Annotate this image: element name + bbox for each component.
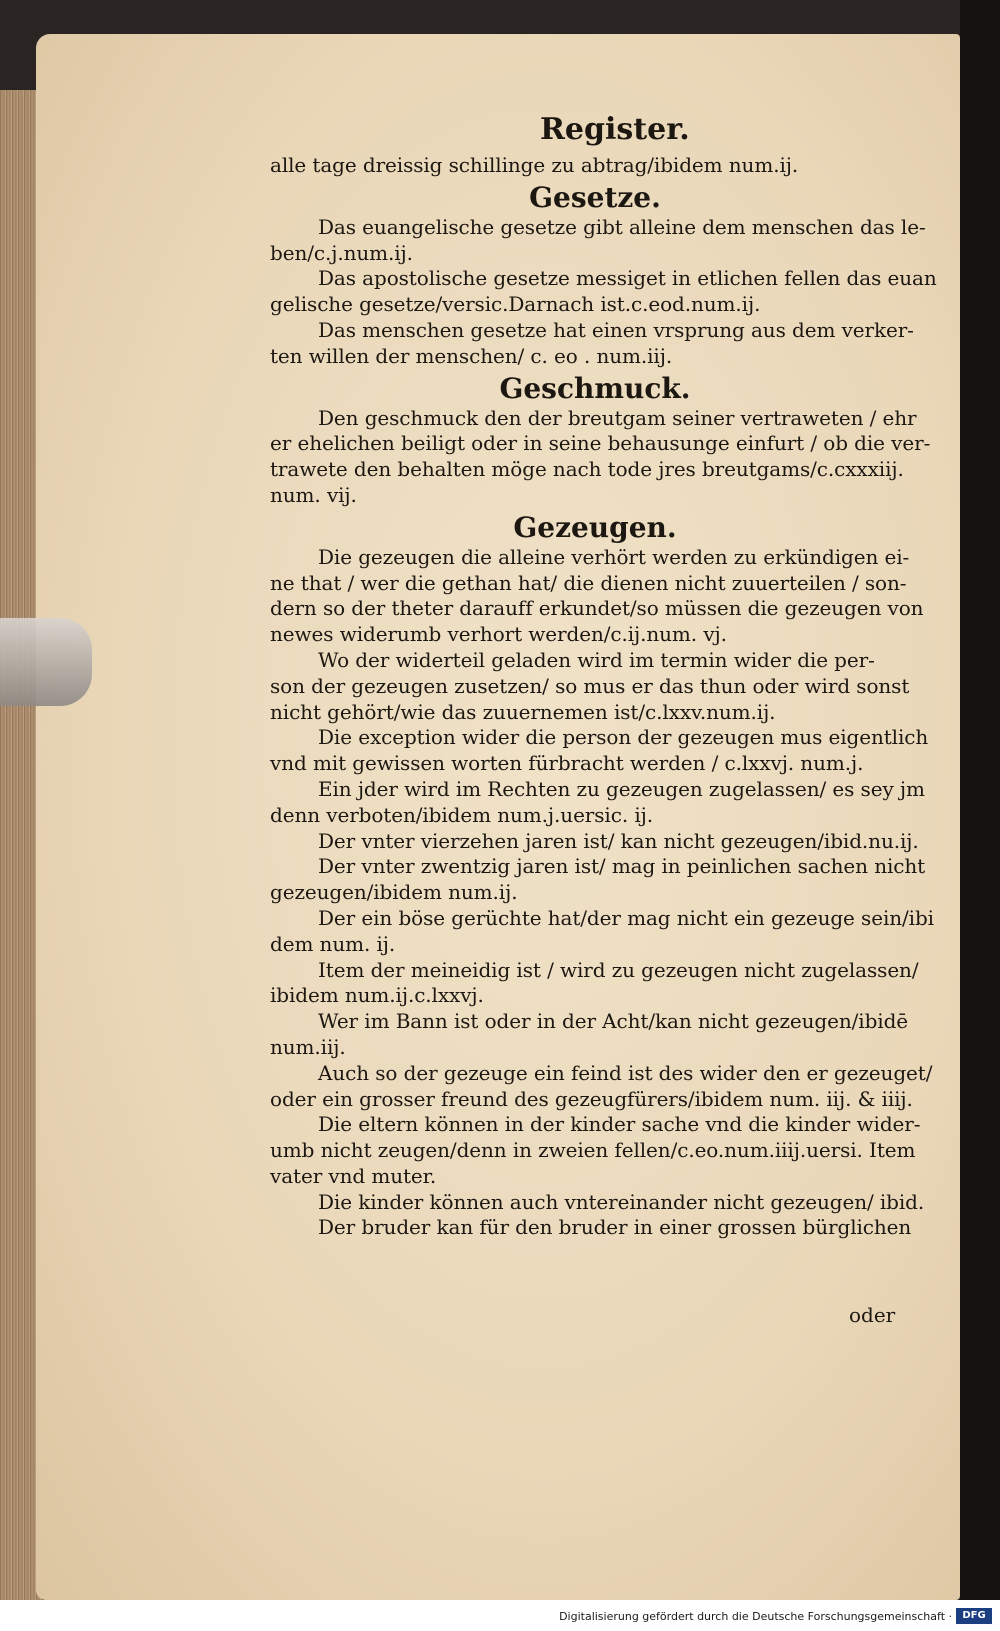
running-head: Register. bbox=[540, 112, 690, 147]
text-line: num. vij. bbox=[270, 482, 357, 507]
text-line: umb nicht zeugen/denn in zweien fellen/c.eo.num.iiij.uersi. Item bbox=[270, 1138, 916, 1163]
text-line: dern so der theter darauff erkundet/so müssen die gezeugen von bbox=[270, 596, 924, 621]
text-line: son der gezeugen zusetzen/ so mus er das thun oder wird sonst bbox=[270, 673, 910, 698]
text-line: Die eltern können in der kinder sache vnd die kinder wider- bbox=[318, 1112, 921, 1137]
text-line: alle tage dreissig schillinge zu abtrag/ibidem num.ij. bbox=[270, 153, 799, 177]
text-line: nicht gehört/wie das zuuernemen ist/c.lxxv.num.ij. bbox=[270, 699, 776, 724]
text-line: Der vnter vierzehen jaren ist/ kan nicht gezeugen/ibid.nu.ij. bbox=[318, 828, 919, 853]
text-line: Das menschen gesetze hat einen vrsprung aus dem verker- bbox=[318, 317, 914, 342]
page-clip bbox=[0, 618, 92, 706]
footer-credit: Digitalisierung gefördert durch die Deutsche Forschungsgemeinschaft · bbox=[559, 1610, 952, 1623]
book-gutter bbox=[960, 0, 1000, 1600]
register-text bbox=[270, 153, 937, 1241]
text-line: Die gezeugen die alleine verhört werden zu erkündigen ei- bbox=[318, 544, 910, 569]
section-heading: Gesetze. bbox=[529, 180, 661, 214]
catchword: oder bbox=[849, 1303, 896, 1327]
text-line: oder ein grosser freund des gezeugfürers/ibidem num. iij. & iiij. bbox=[270, 1086, 913, 1111]
text-line: Ein jder wird im Rechten zu gezeugen zugelassen/ es sey jm bbox=[318, 776, 925, 801]
section-heading: Geschmuck. bbox=[499, 371, 691, 405]
text-line: vnd mit gewissen worten fürbracht werden / c.lxxvj. num.j. bbox=[270, 751, 864, 776]
text-line: Der ein böse gerüchte hat/der mag nicht ein gezeuge sein/ibi bbox=[318, 905, 934, 930]
footer-bar bbox=[0, 1600, 1000, 1631]
text-line: trawete den behalten möge nach tode jres breutgams/c.cxxxiij. bbox=[270, 457, 904, 482]
text-line: ibidem num.ij.c.lxxvj. bbox=[270, 983, 484, 1008]
dfg-logo: DFG bbox=[956, 1608, 992, 1624]
text-line: gelische gesetze/versic.Darnach ist.c.eod.num.ij. bbox=[270, 292, 761, 317]
text-line: er ehelichen beiligt oder in seine behausunge einfurt / ob die ver- bbox=[270, 431, 931, 456]
text-line: ne that / wer die gethan hat/ die dienen nicht zuuerteilen / son- bbox=[270, 570, 907, 595]
text-line: Das euangelische gesetze gibt alleine dem menschen das le- bbox=[318, 214, 926, 239]
text-line: Wer im Bann ist oder in der Acht/kan nicht gezeugen/ibidē bbox=[318, 1009, 909, 1034]
text-line: dem num. ij. bbox=[270, 931, 396, 956]
text-line: Der vnter zwentzig jaren ist/ mag in peinlichen sachen nicht bbox=[318, 854, 926, 879]
text-line: Der bruder kan für den bruder in einer grossen bürglichen bbox=[318, 1215, 912, 1240]
text-line: Die kinder können auch vntereinander nicht gezeugen/ ibid. bbox=[318, 1189, 925, 1214]
text-line: Item der meineidig ist / wird zu gezeugen nicht zugelassen/ bbox=[318, 957, 919, 982]
text-line: ten willen der menschen/ c. eo . num.iij. bbox=[270, 343, 673, 368]
text-line: ben/c.j.num.ij. bbox=[270, 240, 413, 265]
text-line: newes widerumb verhort werden/c.ij.num. vj. bbox=[270, 622, 727, 647]
section-heading: Gezeugen. bbox=[513, 510, 677, 544]
text-line: gezeugen/ibidem num.ij. bbox=[270, 880, 518, 905]
text-line: Den geschmuck den der breutgam seiner vertraweten / ehr bbox=[318, 405, 917, 430]
text-line: num.iij. bbox=[270, 1034, 346, 1059]
text-line: vater vnd muter. bbox=[270, 1163, 437, 1188]
text-line: Wo der widerteil geladen wird im termin wider die per- bbox=[318, 647, 875, 672]
text-line: Die exception wider die person der gezeugen mus eigentlich bbox=[318, 725, 929, 750]
text-line: Auch so der gezeuge ein feind ist des wider den er gezeuget/ bbox=[318, 1060, 933, 1085]
text-line: Das apostolische gesetze messiget in etlichen fellen das euan bbox=[318, 266, 937, 291]
text-line: denn verboten/ibidem num.j.uersic. ij. bbox=[270, 802, 653, 827]
